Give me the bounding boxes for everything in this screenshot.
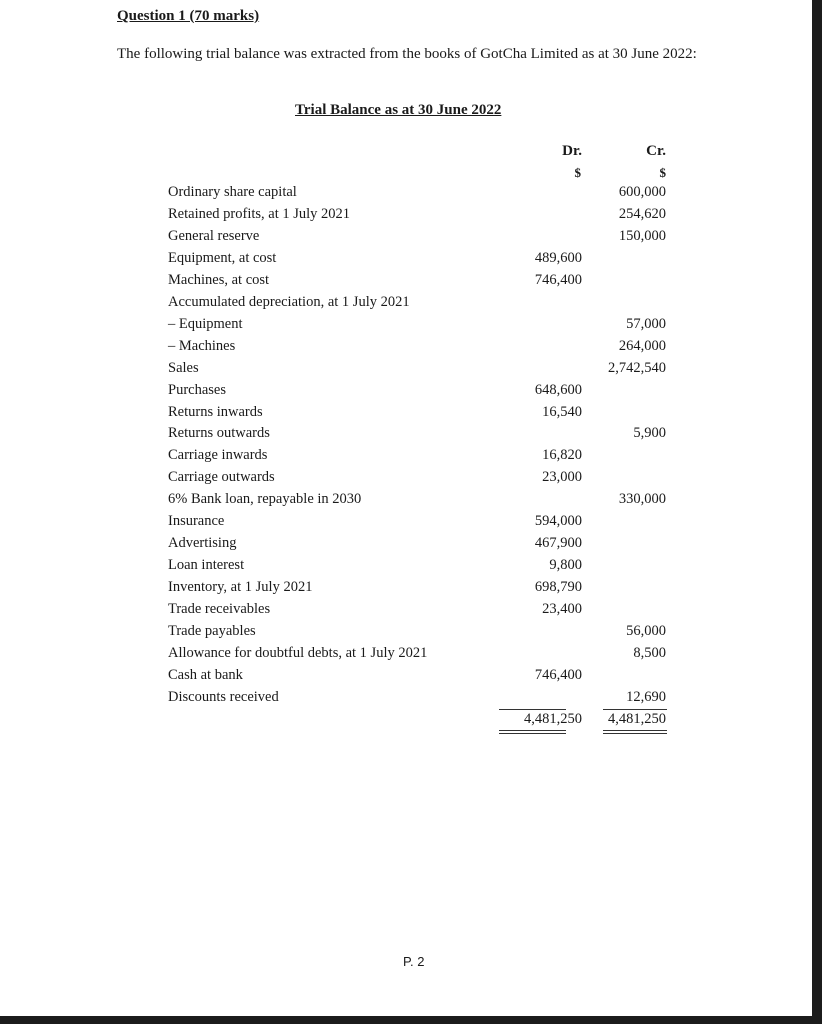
- account-label: General reserve: [168, 227, 260, 244]
- account-label: Trade payables: [168, 623, 256, 639]
- account-label: Purchases: [168, 381, 226, 398]
- debit-value: 594,000: [534, 513, 582, 530]
- account-label: Ordinary share capital: [168, 184, 297, 200]
- table-row: [0, 382, 812, 404]
- debit-value: 698,790: [534, 579, 582, 596]
- account-label: Discounts received: [168, 688, 279, 705]
- dr-header: Dr.: [562, 143, 582, 159]
- account-label: 6% Bank loan, repayable in 2030: [168, 491, 362, 508]
- table-row: [0, 689, 812, 711]
- account-label: Returns inwards: [168, 403, 263, 420]
- table-row: [0, 513, 812, 535]
- debit-value: 489,600: [534, 249, 582, 266]
- credit-value: 254,620: [618, 205, 666, 222]
- debit-value: 467,900: [534, 535, 582, 552]
- credit-value: 8,500: [633, 644, 666, 661]
- debit-value: 16,540: [542, 403, 582, 420]
- account-label: Insurance: [168, 513, 225, 530]
- dr-total-rule-1: [499, 730, 566, 731]
- credit-value: 2,742,540: [608, 359, 666, 376]
- credit-value: 5,900: [633, 425, 666, 442]
- dr-subtotal-rule: [499, 709, 566, 710]
- cr-total-rule-1: [603, 730, 667, 731]
- table-row: [0, 557, 812, 579]
- table-row: [0, 206, 812, 228]
- table-row: [0, 645, 812, 667]
- table-row: [0, 272, 812, 294]
- account-label: Accumulated depreciation, at 1 July 2021: [168, 293, 410, 310]
- dr-total-rule-2: [499, 733, 566, 734]
- credit-value: 264,000: [618, 337, 666, 354]
- table-row: [0, 579, 812, 601]
- account-label: Sales: [168, 359, 199, 376]
- table-row: [0, 360, 812, 382]
- table-row: [0, 425, 812, 447]
- credit-value: 56,000: [626, 623, 666, 639]
- trial-balance-title: Trial Balance as at 30 June 2022: [295, 102, 502, 118]
- cr-total-rule-2: [603, 733, 667, 734]
- table-row: [0, 404, 812, 426]
- credit-value: 57,000: [626, 315, 666, 332]
- table-row: [0, 294, 812, 316]
- table-row: [0, 447, 812, 469]
- account-label: Allowance for doubtful debts, at 1 July 2021: [168, 644, 428, 661]
- account-label: Cash at bank: [168, 666, 243, 683]
- cr-header: Cr.: [646, 143, 666, 159]
- account-label: Trade receivables: [168, 601, 271, 618]
- table-row: [0, 667, 812, 689]
- debit-value: 16,820: [542, 447, 582, 464]
- account-label: Carriage inwards: [168, 447, 268, 464]
- credit-value: 600,000: [618, 184, 666, 200]
- debit-value: 746,400: [534, 271, 582, 288]
- table-row: [0, 184, 812, 206]
- table-row: [0, 469, 812, 491]
- dr-currency: $: [574, 165, 581, 180]
- table-row: [0, 316, 812, 338]
- debit-value: 23,000: [542, 469, 582, 486]
- account-label: Carriage outwards: [168, 469, 275, 486]
- table-row: [0, 228, 812, 250]
- table-row: [0, 601, 812, 623]
- debit-value: 648,600: [534, 381, 582, 398]
- total-cr: 4,481,250: [608, 711, 666, 727]
- page-number: P. 2: [403, 954, 425, 969]
- debit-value: 9,800: [549, 557, 582, 574]
- intro-paragraph: The following trial balance was extracted from the books of GotCha Limited as at 30 June 2022:: [117, 46, 697, 62]
- table-row: [0, 250, 812, 272]
- question-title: Question 1 (70 marks): [117, 8, 260, 24]
- cr-subtotal-rule: [603, 709, 667, 710]
- account-label: Machines, at cost: [168, 271, 270, 288]
- credit-value: 330,000: [618, 491, 666, 508]
- account-label: Returns outwards: [168, 425, 270, 442]
- table-row: [0, 491, 812, 513]
- account-label: Inventory, at 1 July 2021: [168, 579, 313, 596]
- table-row: [0, 535, 812, 557]
- total-dr: 4,481,250: [524, 711, 582, 727]
- table-row: [0, 338, 812, 360]
- debit-value: 23,400: [542, 601, 582, 618]
- account-label: Loan interest: [168, 557, 245, 574]
- table-row: [0, 623, 812, 645]
- debit-value: 746,400: [534, 666, 582, 683]
- credit-value: 12,690: [626, 688, 666, 705]
- account-label: Advertising: [168, 535, 237, 552]
- account-label: Retained profits, at 1 July 2021: [168, 205, 351, 222]
- account-label: – Equipment: [168, 315, 243, 332]
- cr-currency: $: [659, 165, 666, 180]
- account-label: – Machines: [168, 337, 236, 354]
- credit-value: 150,000: [618, 227, 666, 244]
- account-label: Equipment, at cost: [168, 249, 277, 266]
